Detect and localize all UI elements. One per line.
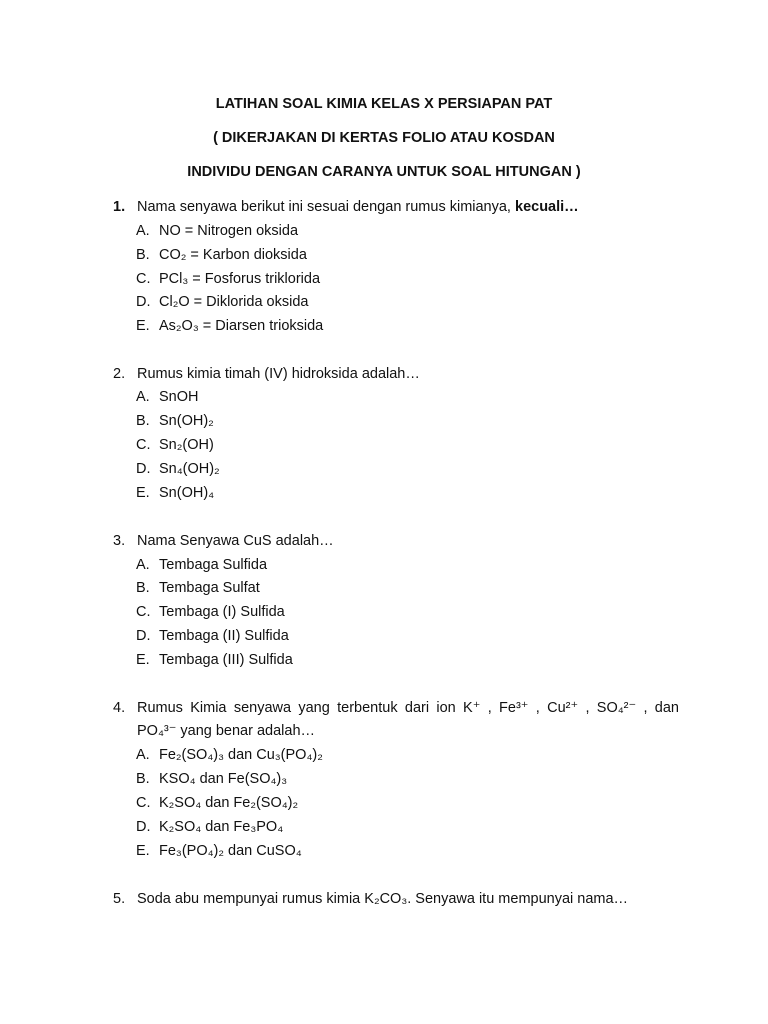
option-text: Sn₄(OH)₂ [159,461,220,477]
option-letter: D. [136,461,151,477]
option-letter: B. [136,413,150,429]
option-letter: B. [136,247,150,263]
option-letter: A. [136,223,150,239]
question-number: 5. [113,891,126,907]
option-text: Tembaga Sulfat [159,580,260,596]
option-text: Tembaga (III) Sulfida [159,652,293,668]
question-text: Nama Senyawa CuS adalah… [137,533,334,549]
option-letter: D. [136,628,151,644]
option-text: PCl₃ = Fosforus triklorida [159,271,321,287]
document-instruction-line-2: INDIVIDU DENGAN CARANYA UNTUK SOAL HITUNGAN ) [187,164,581,180]
question-text: Soda abu mempunyai rumus kimia K₂CO₃. Senyawa itu mempunyai nama… [137,891,629,907]
option-text: Sn(OH)₂ [159,413,214,429]
option-letter: B. [136,771,150,787]
option-text: As₂O₃ = Diarsen trioksida [159,318,324,334]
option-letter: C. [136,795,151,811]
option-text: SnOH [159,389,199,405]
option-text: Tembaga (II) Sulfida [159,628,289,644]
option-text: CO₂ = Karbon dioksida [159,247,307,263]
option-letter: A. [136,747,150,763]
question-text [137,199,579,215]
document-instruction-line-1: ( DIKERJAKAN DI KERTAS FOLIO ATAU KOSDAN [213,130,555,146]
option-text: Tembaga Sulfida [159,557,268,573]
option-text: K₂SO₄ dan Fe₂(SO₄)₂ [159,795,299,811]
option-text: NO = Nitrogen oksida [159,223,299,239]
option-letter: E. [136,843,150,859]
option-letter: E. [136,652,150,668]
option-text: Cl₂O = Diklorida oksida [159,294,309,310]
question-number: 3. [113,533,126,549]
question-number: 2. [113,366,126,382]
option-letter: E. [136,318,150,334]
question-number: 4. [113,700,126,716]
option-letter: C. [136,271,151,287]
option-letter: D. [136,819,151,835]
option-letter: C. [136,604,151,620]
question-text-line-1: Rumus Kimia senyawa yang terbentuk dari ion K⁺ , Fe³⁺ , Cu²⁺ , SO₄²⁻ , dan [137,700,679,716]
option-letter: A. [136,557,150,573]
option-text: Fe₂(SO₄)₃ dan Cu₃(PO₄)₂ [159,747,323,763]
question-text-main: Nama senyawa berikut ini sesuai dengan rumus kimianya, [137,199,515,215]
option-text: K₂SO₄ dan Fe₃PO₄ [159,819,284,835]
question-text: Rumus kimia timah (IV) hidroksida adalah… [137,366,420,382]
option-letter: D. [136,294,151,310]
option-text: Sn₂(OH) [159,437,214,453]
question-number: 1. [113,199,126,215]
option-text: KSO₄ dan Fe(SO₄)₃ [159,771,288,787]
option-text: Sn(OH)₄ [159,485,215,501]
question-text-emphasis: kecuali… [515,199,579,215]
option-letter: C. [136,437,151,453]
option-letter: A. [136,389,150,405]
document-title: LATIHAN SOAL KIMIA KELAS X PERSIAPAN PAT [215,96,553,112]
option-letter: B. [136,580,150,596]
option-text: Fe₃(PO₄)₂ dan CuSO₄ [159,843,302,859]
option-letter: E. [136,485,150,501]
question-text-line-2: PO₄³⁻ yang benar adalah… [137,723,316,739]
option-text: Tembaga (I) Sulfida [159,604,285,620]
